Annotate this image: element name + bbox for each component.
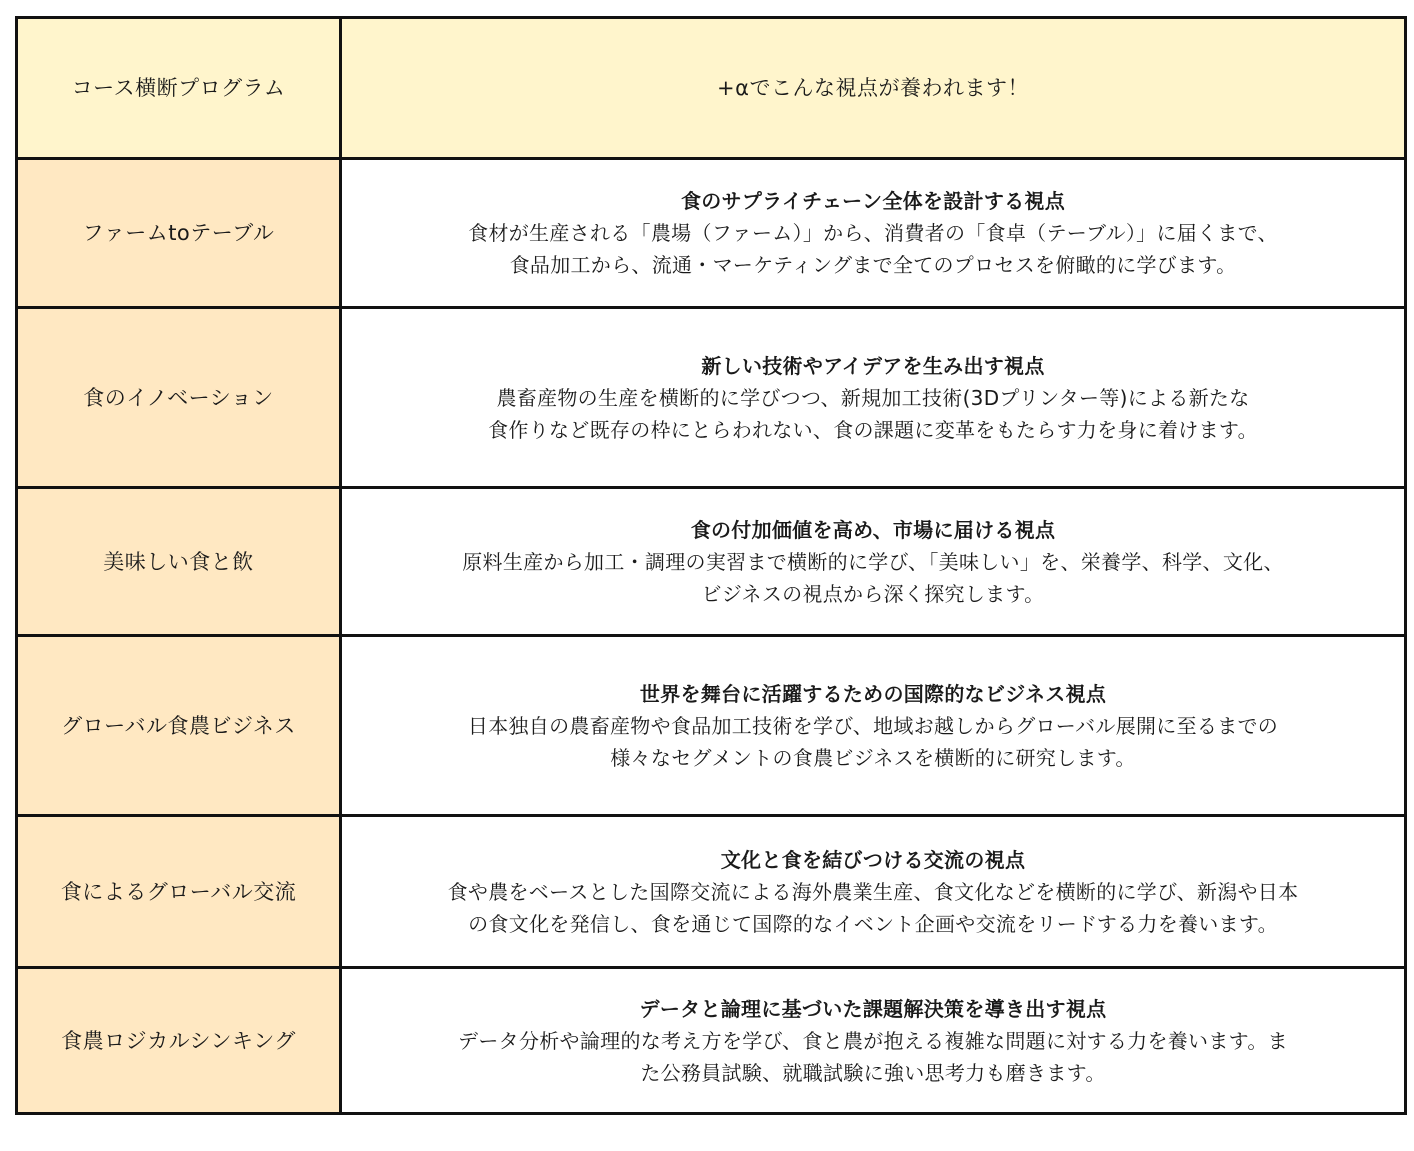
table-row [17, 816, 1406, 968]
program-desc-line: 様々なセグメントの食農ビジネスを横断的に研究します。 [610, 745, 1136, 770]
program-desc-cell [341, 159, 1406, 308]
program-name-cell [17, 968, 341, 1114]
program-name: ファームtoテーブル [82, 221, 275, 245]
program-desc-line: 食材が生産される「農場（ファーム）」から、消費者の「食卓（テーブル）」に届くまで、 [468, 221, 1278, 245]
program-desc-line: 原料生産から加工・調理の実習まで横断的に学び、「美味しい」を、栄養学、科学、文化、 [462, 549, 1284, 574]
program-heading: 世界を舞台に活躍するための国際的なビジネス視点 [639, 681, 1107, 706]
program-desc-line: 食作りなど既存の枠にとらわれない、食の課題に変革をもたらす力を身に着けます。 [488, 417, 1258, 442]
program-name: 食のイノベーション [83, 385, 274, 410]
header-left-label: コース横断プログラム [71, 76, 286, 100]
program-name: 美味しい食と飲 [103, 549, 254, 574]
program-desc-cell [341, 308, 1406, 488]
table-row [17, 968, 1406, 1114]
program-name: 食によるグローバル交流 [60, 879, 297, 904]
header-right-cell [341, 18, 1406, 159]
program-heading: 新しい技術やアイデアを生み出す視点 [701, 353, 1045, 378]
program-name-cell [17, 636, 341, 816]
program-name-cell [17, 816, 341, 968]
program-desc-cell [341, 816, 1406, 968]
table-row [17, 636, 1406, 816]
program-name: グローバル食農ビジネス [61, 713, 296, 738]
program-heading: 食の付加価値を高め、市場に届ける視点 [690, 517, 1056, 542]
program-name-cell [17, 308, 341, 488]
program-desc-line: 農畜産物の生産を横断的に学びつつ、新規加工技術(3Dプリンター等)による新たな [496, 385, 1250, 410]
program-desc-line: データ分析や論理的な考え方を学び、食と農が抱える複雑な問題に対する力を養います。ま [458, 1028, 1288, 1053]
program-heading: 食のサプライチェーン全体を設計する視点 [680, 189, 1066, 213]
table-row [17, 488, 1406, 636]
program-desc-line: 日本独自の農畜産物や食品加工技術を学び、地域お越しからグローバル展開に至るまでの [467, 713, 1279, 738]
program-table [15, 16, 1407, 1115]
program-desc-line: の食文化を発信し、食を通じて国際的なイベント企画や交流をリードする力を養います。 [468, 911, 1278, 936]
program-desc-cell [341, 636, 1406, 816]
header-row [17, 18, 1406, 159]
header-right-label: +αでこんな視点が養われます！ [717, 76, 1029, 100]
program-heading: 文化と食を結びつける交流の視点 [720, 847, 1026, 872]
table-row [17, 308, 1406, 488]
program-desc-line: ビジネスの視点から深く探究します。 [701, 581, 1045, 606]
table-row [17, 159, 1406, 308]
program-desc-line: 食品加工から、流通・マーケティングまで全てのプロセスを俯瞰的に学びます。 [509, 253, 1237, 277]
program-desc-cell [341, 968, 1406, 1114]
program-desc-cell [341, 488, 1406, 636]
program-name-cell [17, 488, 341, 636]
program-name: 食農ロジカルシンキング [61, 1028, 296, 1053]
program-heading: データと論理に基づいた課題解決策を導き出す視点 [639, 996, 1107, 1021]
program-desc-line: た公務員試験、就職試験に強い思考力も磨きます。 [640, 1060, 1106, 1085]
program-name-cell [17, 159, 341, 308]
program-desc-line: 食や農をベースとした国際交流による海外農業生産、食文化などを横断的に学び、新潟や日本 [447, 879, 1299, 904]
header-left-cell [17, 18, 341, 159]
